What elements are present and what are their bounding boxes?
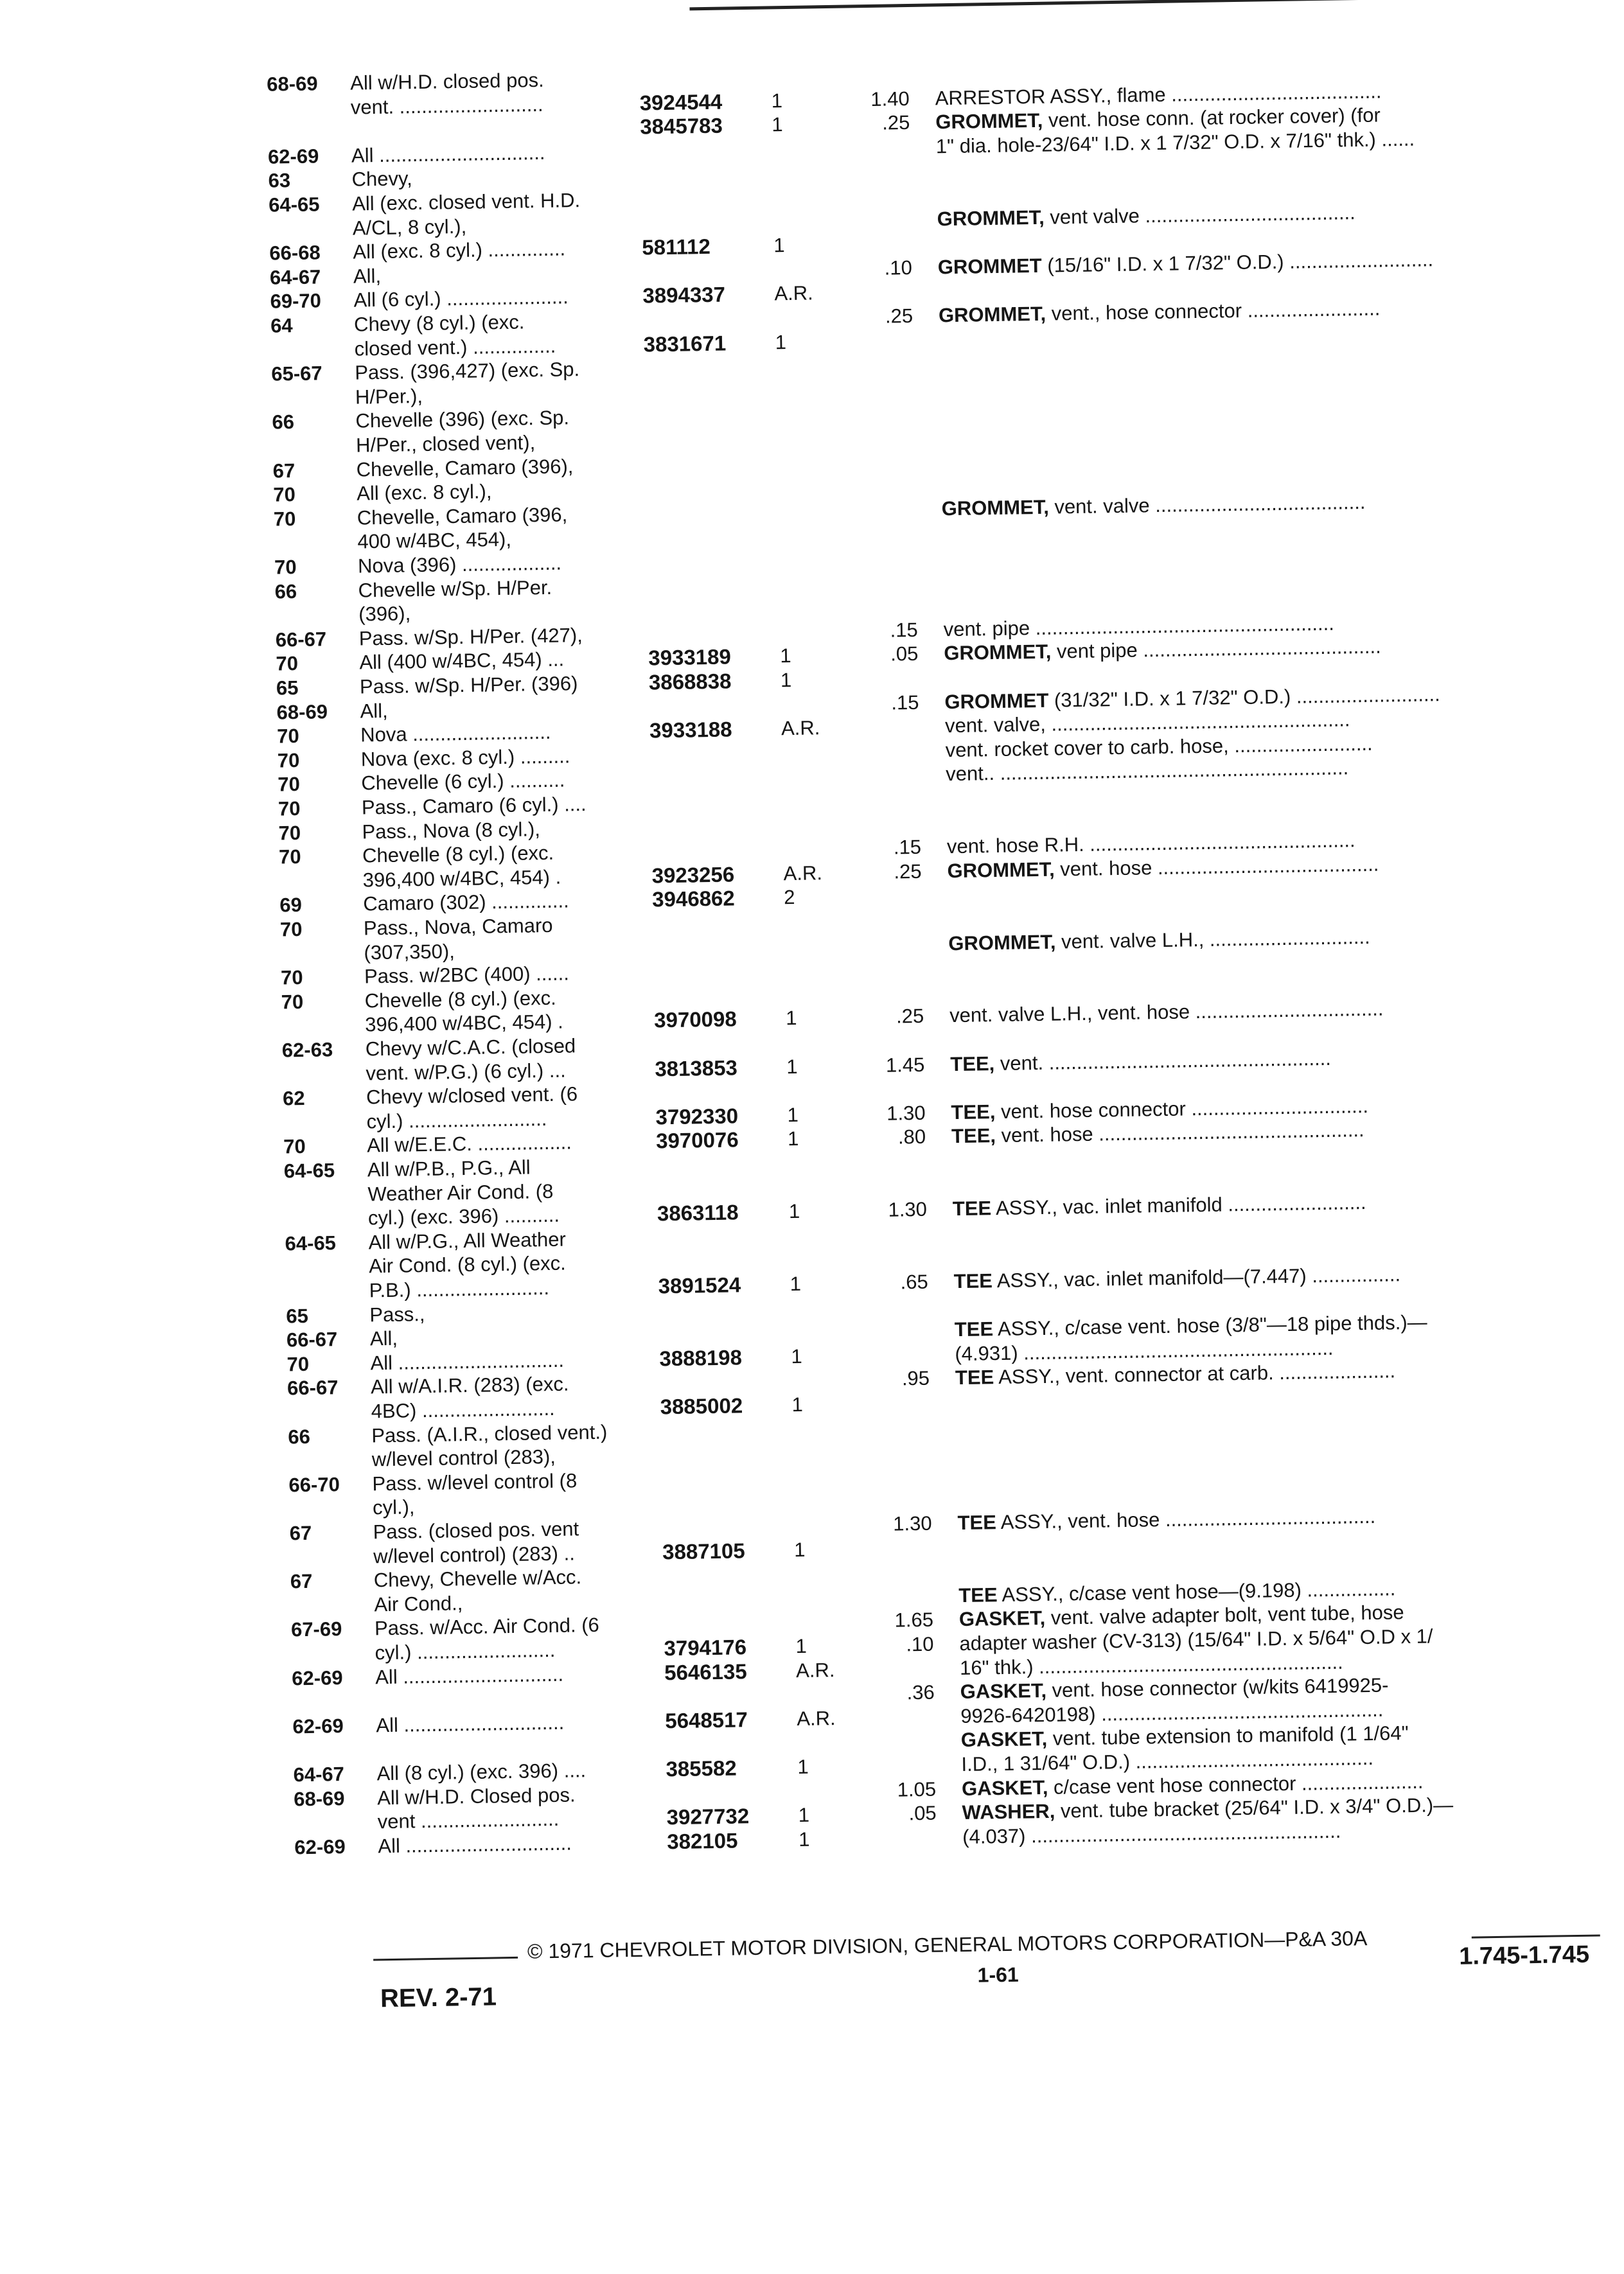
part-number: 3933189 xyxy=(648,644,732,670)
quantity: A.R. xyxy=(783,861,823,885)
application: All w/P.B., P.G., All xyxy=(367,1156,531,1181)
application: Chevelle, Camaro (396, xyxy=(357,503,568,529)
year-range: 65 xyxy=(286,1304,309,1328)
application: Pass. w/Sp. H/Per. (427), xyxy=(358,623,583,650)
part-description: GROMMET, vent. hose ........................................ xyxy=(947,852,1379,883)
application: Chevelle (8 cyl.) (exc. xyxy=(364,986,556,1012)
part-number: 3923256 xyxy=(651,862,735,888)
year-range: 62 xyxy=(282,1087,305,1110)
year-range: 70 xyxy=(278,773,301,796)
part-description: TEE, vent. hose ................................................ xyxy=(951,1118,1364,1148)
application: Chevy w/C.A.C. (closed xyxy=(365,1034,576,1061)
part-description: 1" dia. hole-23/64" I.D. x 1 7/32" O.D. x 7/16" thk.) ...... xyxy=(935,127,1415,158)
price: 1.30 xyxy=(886,1101,926,1125)
price: 1.30 xyxy=(888,1197,928,1221)
part-description: ARRESTOR ASSY., flame ...................................... xyxy=(935,80,1382,109)
application: cyl.) ......................... xyxy=(375,1638,556,1664)
part-number: 5646135 xyxy=(664,1659,747,1684)
application: Chevelle (396) (exc. Sp. xyxy=(355,406,570,432)
year-range: 66-68 xyxy=(269,241,321,265)
part-number: 3970098 xyxy=(653,1007,737,1032)
footer-page-number: 1-61 xyxy=(977,1962,1019,1987)
year-range: 70 xyxy=(277,748,300,772)
quantity: 1 xyxy=(787,1103,799,1126)
application: All .............................. xyxy=(351,141,545,167)
year-range: 70 xyxy=(278,821,301,845)
application: 396,400 w/4BC, 454) . xyxy=(364,1010,563,1036)
part-description: TEE ASSY., vent. connector at carb. ..................... xyxy=(955,1359,1396,1389)
part-description: adapter washer (CV-313) (15/64" I.D. x 5/64" O.D x 1/ xyxy=(959,1625,1433,1655)
year-range: 70 xyxy=(276,725,299,748)
part-number: 3888198 xyxy=(659,1345,743,1371)
application: All .............................. xyxy=(370,1348,565,1375)
part-description: TEE ASSY., c/case vent. hose (3/8"—18 pipe thds.)— xyxy=(954,1310,1427,1341)
application: Pass. (396,427) (exc. Sp. xyxy=(355,358,580,384)
application: vent. .......................... xyxy=(350,93,543,119)
application: H/Per.), xyxy=(355,384,423,409)
year-range: 64-67 xyxy=(269,265,321,289)
part-description: vent. rocket cover to carb. hose, ......................... xyxy=(945,732,1373,762)
application: All .............................. xyxy=(378,1831,572,1858)
application: cyl.) (exc. 396) .......... xyxy=(367,1203,560,1230)
part-number: 382105 xyxy=(667,1828,738,1854)
price: .15 xyxy=(890,618,918,642)
part-description: vent. pipe ...................................................... xyxy=(943,612,1335,641)
application: All w/E.E.C. ................. xyxy=(366,1131,572,1157)
quantity: 1 xyxy=(786,1055,798,1078)
quantity: A.R. xyxy=(797,1706,836,1730)
application: Chevy w/closed vent. (6 xyxy=(366,1082,578,1109)
quantity: 1 xyxy=(798,1803,810,1827)
application: Air Cond., xyxy=(374,1592,463,1616)
year-range: 64 xyxy=(270,314,293,337)
application: Pass. w/Sp. H/Per. (396) xyxy=(359,672,578,698)
part-number: 5648517 xyxy=(665,1707,748,1733)
year-range: 70 xyxy=(278,845,301,868)
price: .10 xyxy=(884,256,913,279)
part-description: WASHER, vent. tube bracket (25/64" I.D. x 3/4" O.D.)— xyxy=(962,1794,1454,1824)
quantity: 1 xyxy=(780,644,791,667)
year-range: 68-69 xyxy=(276,700,328,724)
price: .65 xyxy=(900,1270,928,1294)
application: Chevy (8 cyl.) (exc. xyxy=(353,310,525,336)
year-range: 70 xyxy=(283,1135,306,1158)
year-range: 62-69 xyxy=(291,1666,343,1689)
application: (307,350), xyxy=(364,939,455,964)
part-description: 9926-6420198) ................................................... xyxy=(960,1698,1384,1727)
application: Chevelle (8 cyl.) (exc. xyxy=(362,842,554,867)
quantity: 1 xyxy=(798,1828,810,1851)
quantity: 1 xyxy=(797,1755,809,1779)
year-range: 65-67 xyxy=(271,362,322,385)
application: All w/A.I.R. (283) (exc. xyxy=(370,1372,569,1398)
application: Pass., Nova, Camaro xyxy=(363,913,553,940)
application: All w/H.D. closed pos. xyxy=(349,68,544,94)
part-number: 581112 xyxy=(642,234,711,260)
year-range: 69-70 xyxy=(270,289,322,313)
price: .25 xyxy=(894,859,922,883)
application: All ............................. xyxy=(375,1662,564,1688)
year-range: 63 xyxy=(268,169,291,193)
application: Pass. w/level control (8 xyxy=(372,1469,578,1495)
application: All w/H.D. Closed pos. xyxy=(376,1783,576,1809)
price: .05 xyxy=(908,1801,937,1825)
application: Pass., Nova (8 cyl.), xyxy=(362,817,541,843)
application: w/level control) (283) .. xyxy=(373,1542,576,1567)
year-range: 66 xyxy=(288,1425,311,1449)
part-description: TEE ASSY., vac. inlet manifold ......................... xyxy=(952,1191,1366,1221)
application: Weather Air Cond. (8 xyxy=(367,1179,554,1206)
part-description: TEE, vent. ................................................... xyxy=(950,1046,1332,1075)
year-range: 62-69 xyxy=(292,1714,344,1738)
application: cyl.) ......................... xyxy=(366,1107,547,1133)
part-description: I.D., 1 31/64" O.D.) ........................................... xyxy=(961,1746,1374,1776)
year-range: 67-69 xyxy=(290,1617,342,1641)
application: All w/P.G., All Weather xyxy=(368,1228,567,1254)
year-range: 70 xyxy=(278,797,301,820)
part-description: GROMMET, vent pipe ........................................... xyxy=(944,635,1381,665)
part-number: 3946862 xyxy=(651,886,736,912)
price: .25 xyxy=(885,304,914,328)
year-range: 65 xyxy=(276,676,299,700)
part-description: TEE, vent. hose connector ................................ xyxy=(951,1094,1369,1124)
part-number: 3927732 xyxy=(666,1804,750,1829)
application: 4BC) ........................ xyxy=(371,1397,555,1423)
part-number: 3891524 xyxy=(658,1273,741,1298)
part-description: GROMMET (31/32" I.D. x 1 7/32" O.D.) .......................... xyxy=(944,682,1441,713)
part-number: 3887105 xyxy=(662,1538,745,1564)
part-description: GROMMET (15/16" I.D. x 1 7/32" O.D.) .......................... xyxy=(937,248,1434,279)
application: Pass., Camaro (6 cyl.) .... xyxy=(361,793,587,819)
year-range: 66-67 xyxy=(287,1376,339,1400)
part-number: 3970076 xyxy=(655,1127,739,1153)
quantity: 1 xyxy=(791,1393,804,1416)
application: Pass. w/Acc. Air Cond. (6 xyxy=(374,1614,599,1640)
application: 400 w/4BC, 454), xyxy=(357,528,512,553)
price: 1.40 xyxy=(870,87,910,110)
application: Air Cond. (8 cyl.) (exc. xyxy=(368,1252,567,1278)
application: All (8 cyl.) (exc. 396) .... xyxy=(376,1759,587,1785)
part-description: GASKET, vent. tube extension to manifold (1 1/64" xyxy=(960,1722,1409,1752)
quantity: 1 xyxy=(788,1200,800,1223)
part-number: 3924544 xyxy=(639,89,723,115)
part-description: vent. valve, ...................................................... xyxy=(944,708,1350,737)
footer-copyright: © 1971 CHEVROLET MOTOR DIVISION, GENERAL MOTORS CORPORATION—P&A 30A xyxy=(527,1926,1368,1963)
price: .05 xyxy=(890,642,919,665)
price: .25 xyxy=(881,111,910,134)
application: Chevelle w/Sp. H/Per. xyxy=(358,576,552,602)
quantity: 1 xyxy=(790,1272,802,1296)
part-number: 3845783 xyxy=(640,113,723,139)
quantity: 1 xyxy=(771,89,783,112)
top-rule xyxy=(689,0,1524,10)
application: Pass. (A.I.R., closed vent.) xyxy=(371,1420,608,1447)
application: All, xyxy=(360,699,388,723)
part-description: (4.037) ........................................................ xyxy=(962,1819,1341,1848)
quantity: 1 xyxy=(772,113,783,136)
application: All, xyxy=(353,264,382,288)
quantity: 1 xyxy=(775,330,787,353)
year-range: 64-65 xyxy=(283,1159,335,1183)
year-range: 70 xyxy=(273,483,296,506)
application: All (400 w/4BC, 454) ... xyxy=(359,648,565,674)
part-number: 3831671 xyxy=(643,331,727,357)
year-range: 62-69 xyxy=(294,1835,346,1859)
application: P.B.) ........................ xyxy=(369,1276,550,1302)
footer-section-number: 1.745-1.745 xyxy=(1458,1941,1590,1970)
part-description: GROMMET, vent., hose connector ........................ xyxy=(938,297,1381,327)
application: A/CL, 8 cyl.), xyxy=(352,215,467,240)
year-range: 68-69 xyxy=(293,1786,345,1810)
year-range: 66-70 xyxy=(288,1472,340,1497)
part-description: GASKET, c/case vent hose connector ...................... xyxy=(961,1770,1424,1800)
part-description: GROMMET, vent. valve ...................................... xyxy=(941,490,1366,520)
price: 1.45 xyxy=(885,1053,925,1077)
quantity: 1 xyxy=(791,1344,802,1368)
quantity: 1 xyxy=(785,1007,797,1030)
quantity: 2 xyxy=(783,886,795,909)
year-range: 67 xyxy=(290,1570,313,1593)
price: .15 xyxy=(893,836,922,859)
year-range: 70 xyxy=(287,1352,310,1376)
quantity: 1 xyxy=(787,1127,799,1150)
year-range: 62-69 xyxy=(267,145,319,168)
application: Chevy, Chevelle w/Acc. xyxy=(373,1565,582,1592)
quantity: 1 xyxy=(780,668,792,692)
application: Chevelle (6 cyl.) .......... xyxy=(361,768,565,795)
application: Nova ......................... xyxy=(360,721,551,746)
year-range: 67 xyxy=(272,459,296,482)
quantity: 1 xyxy=(795,1634,808,1658)
year-range: 66-67 xyxy=(275,628,327,651)
quantity: 1 xyxy=(773,234,785,257)
price: .15 xyxy=(891,691,919,714)
part-description: vent.. ............................................................... xyxy=(945,756,1349,786)
year-range: 69 xyxy=(279,894,303,917)
application: 396,400 w/4BC, 454) . xyxy=(362,865,561,892)
part-description: vent. valve L.H., vent. hose .................................. xyxy=(949,997,1384,1027)
price: 1.30 xyxy=(892,1512,932,1535)
application: All (exc. 8 cyl.), xyxy=(356,480,492,505)
year-range: 62-63 xyxy=(281,1038,333,1062)
year-range: 68-69 xyxy=(266,72,318,96)
year-range: 70 xyxy=(273,507,296,531)
year-range: 70 xyxy=(274,556,297,579)
part-number: 3792330 xyxy=(655,1104,739,1129)
price: .95 xyxy=(901,1367,930,1390)
quantity: A.R. xyxy=(795,1658,835,1682)
application: All (exc. closed vent. H.D. xyxy=(351,189,581,215)
footer-revision: REV. 2-71 xyxy=(380,1982,497,2013)
application: All ............................. xyxy=(376,1711,565,1737)
price: .25 xyxy=(896,1005,924,1028)
application: w/level control (283), xyxy=(371,1445,556,1471)
application: Nova (exc. 8 cyl.) ......... xyxy=(360,745,570,771)
part-number: 385582 xyxy=(666,1756,737,1781)
price: 1.65 xyxy=(894,1609,934,1632)
part-description: TEE ASSY., vac. inlet manifold—(7.447) ................ xyxy=(953,1263,1401,1293)
price: .80 xyxy=(897,1125,926,1149)
application: All (exc. 8 cyl.) .............. xyxy=(353,237,566,263)
price: .10 xyxy=(906,1632,934,1656)
application: All (6 cyl.) ...................... xyxy=(353,285,569,312)
application: Chevelle, Camaro (396), xyxy=(356,454,574,481)
year-range: 70 xyxy=(281,990,304,1014)
part-number: 3794176 xyxy=(664,1635,747,1661)
part-description: vent. hose R.H. ................................................ xyxy=(946,829,1355,858)
year-range: 64-67 xyxy=(293,1763,345,1786)
application: Pass. (closed pos. vent xyxy=(373,1517,579,1544)
application: Pass., xyxy=(369,1302,425,1326)
part-description: (4.931) ........................................................ xyxy=(955,1336,1334,1365)
part-number: 3863118 xyxy=(657,1200,739,1226)
application: vent. w/P.G.) (6 cyl.) ... xyxy=(366,1059,566,1085)
application: Chevy, xyxy=(351,167,413,191)
part-description: GASKET, vent. valve adapter bolt, vent tube, hose xyxy=(958,1601,1404,1631)
year-range: 66 xyxy=(274,579,297,603)
part-number: 3933188 xyxy=(649,717,732,743)
part-number: 3885002 xyxy=(660,1393,743,1419)
application: vent ......................... xyxy=(377,1808,560,1833)
part-description: GROMMET, vent. hose conn. (at rocker cover) (for xyxy=(935,103,1381,134)
year-range: 70 xyxy=(279,918,303,941)
year-range: 64-65 xyxy=(285,1231,337,1255)
application: H/Per., closed vent), xyxy=(355,431,536,457)
part-description: GASKET, vent. hose connector (w/kits 6419925- xyxy=(960,1673,1389,1704)
application: Nova (396) .................. xyxy=(357,551,562,577)
quantity: A.R. xyxy=(781,716,820,740)
part-description: 16" thk.) ....................................................... xyxy=(959,1650,1344,1679)
application: Camaro (302) .............. xyxy=(363,889,569,915)
year-range: 67 xyxy=(289,1521,312,1545)
part-number: 3868838 xyxy=(648,669,732,694)
year-range: 64-65 xyxy=(268,193,320,216)
year-range: 70 xyxy=(276,652,299,675)
application: (396), xyxy=(358,602,411,626)
price: 1.05 xyxy=(897,1777,937,1801)
footer-rule-right xyxy=(1472,1934,1600,1938)
application: All, xyxy=(369,1326,398,1350)
quantity: 1 xyxy=(793,1538,806,1561)
part-description: TEE ASSY., c/case vent hose—(9.198) ................ xyxy=(958,1577,1396,1607)
year-range: 66 xyxy=(272,410,295,434)
part-description: GROMMET, vent valve ...................................... xyxy=(937,200,1356,230)
quantity: A.R. xyxy=(774,281,814,305)
year-range: 66-67 xyxy=(286,1328,338,1352)
part-description: TEE ASSY., vent. hose ...................................... xyxy=(957,1504,1376,1535)
application: closed vent.) ............... xyxy=(354,334,556,360)
application: cyl.), xyxy=(372,1495,415,1519)
part-number: 3813853 xyxy=(655,1055,738,1080)
price: .36 xyxy=(906,1680,935,1704)
part-description: GROMMET, vent. valve L.H., ............................. xyxy=(948,925,1370,955)
application: Pass. w/2BC (400) ...... xyxy=(364,962,570,988)
footer-rule-left xyxy=(373,1957,518,1961)
part-number: 3894337 xyxy=(642,282,726,308)
year-range: 70 xyxy=(280,966,303,989)
